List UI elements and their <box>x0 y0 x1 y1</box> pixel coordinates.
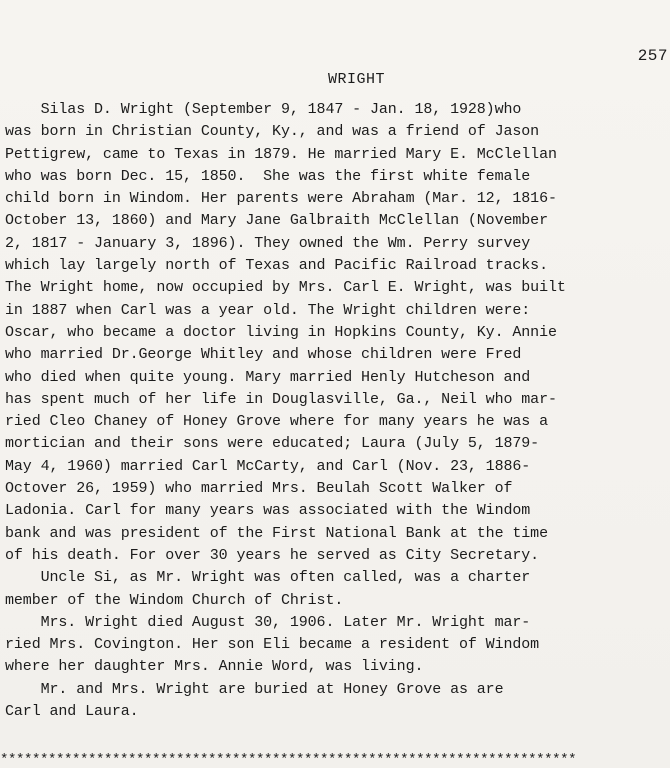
text-line: Silas D. Wright (September 9, 1847 - Jan. 18, 1928)who <box>5 101 522 118</box>
page-number: 257 <box>637 47 668 65</box>
text-line: of his death. For over 30 years he served as City Secretary. <box>5 546 540 564</box>
text-line: where her daughter Mrs. Annie Word, was living. <box>5 658 424 676</box>
text-line: Oscar, who became a doctor living in Hopkins County, Ky. Annie <box>5 323 557 341</box>
asterisk-separator: ************************************************************************ <box>0 752 577 768</box>
text-line: 2, 1817 - January 3, 1896). They owned the Wm. Perry survey <box>5 234 531 252</box>
text-line: Octover 26, 1959) who married Mrs. Beulah Scott Walker of <box>5 480 513 498</box>
text-line: which lay largely north of Texas and Pacific Railroad tracks. <box>5 257 548 275</box>
text-line: bank and was president of the First National Bank at the time <box>5 524 548 542</box>
text-line: Pettigrew, came to Texas in 1879. He married Mary E. McClellan <box>5 145 557 163</box>
text-line: ried Mrs. Covington. Her son Eli became a resident of Windom <box>5 636 540 654</box>
page-title: WRIGHT <box>328 71 386 88</box>
text-line: The Wright home, now occupied by Mrs. Carl E. Wright, was built <box>5 279 566 297</box>
text-line: October 13, 1860) and Mary Jane Galbraith McClellan (November <box>5 212 548 230</box>
text-line: May 4, 1960) married Carl McCarty, and Carl (Nov. 23, 1886- <box>5 457 531 475</box>
text-line: who was born Dec. 15, 1850. She was the first white female <box>5 167 531 185</box>
text-line: child born in Windom. Her parents were Abraham (Mar. 12, 1816- <box>5 190 557 208</box>
text-line: has spent much of her life in Douglasville, Ga., Neil who mar- <box>5 390 557 408</box>
text-line: member of the Windom Church of Christ. <box>5 591 344 609</box>
text-line: in 1887 when Carl was a year old. The Wright children were: <box>5 301 531 319</box>
text-line: Carl and Laura. <box>5 703 139 721</box>
text-line: ried Cleo Chaney of Honey Grove where for many years he was a <box>5 413 548 431</box>
text-line: Mr. and Mrs. Wright are buried at Honey Grove as are <box>5 680 504 698</box>
text-line: mortician and their sons were educated; Laura (July 5, 1879- <box>5 435 540 453</box>
text-line: who married Dr.George Whitley and whose children were Fred <box>5 346 522 364</box>
text-line: was born in Christian County, Ky., and was a friend of Jason <box>5 123 540 141</box>
text-line: Mrs. Wright died August 30, 1906. Later Mr. Wright mar- <box>5 613 531 631</box>
text-line: Uncle Si, as Mr. Wright was often called, was a charter <box>5 569 531 587</box>
text-line: Ladonia. Carl for many years was associated with the Windom <box>5 502 531 520</box>
article-body <box>5 99 667 723</box>
text-line: who died when quite young. Mary married Henly Hutcheson and <box>5 368 531 386</box>
